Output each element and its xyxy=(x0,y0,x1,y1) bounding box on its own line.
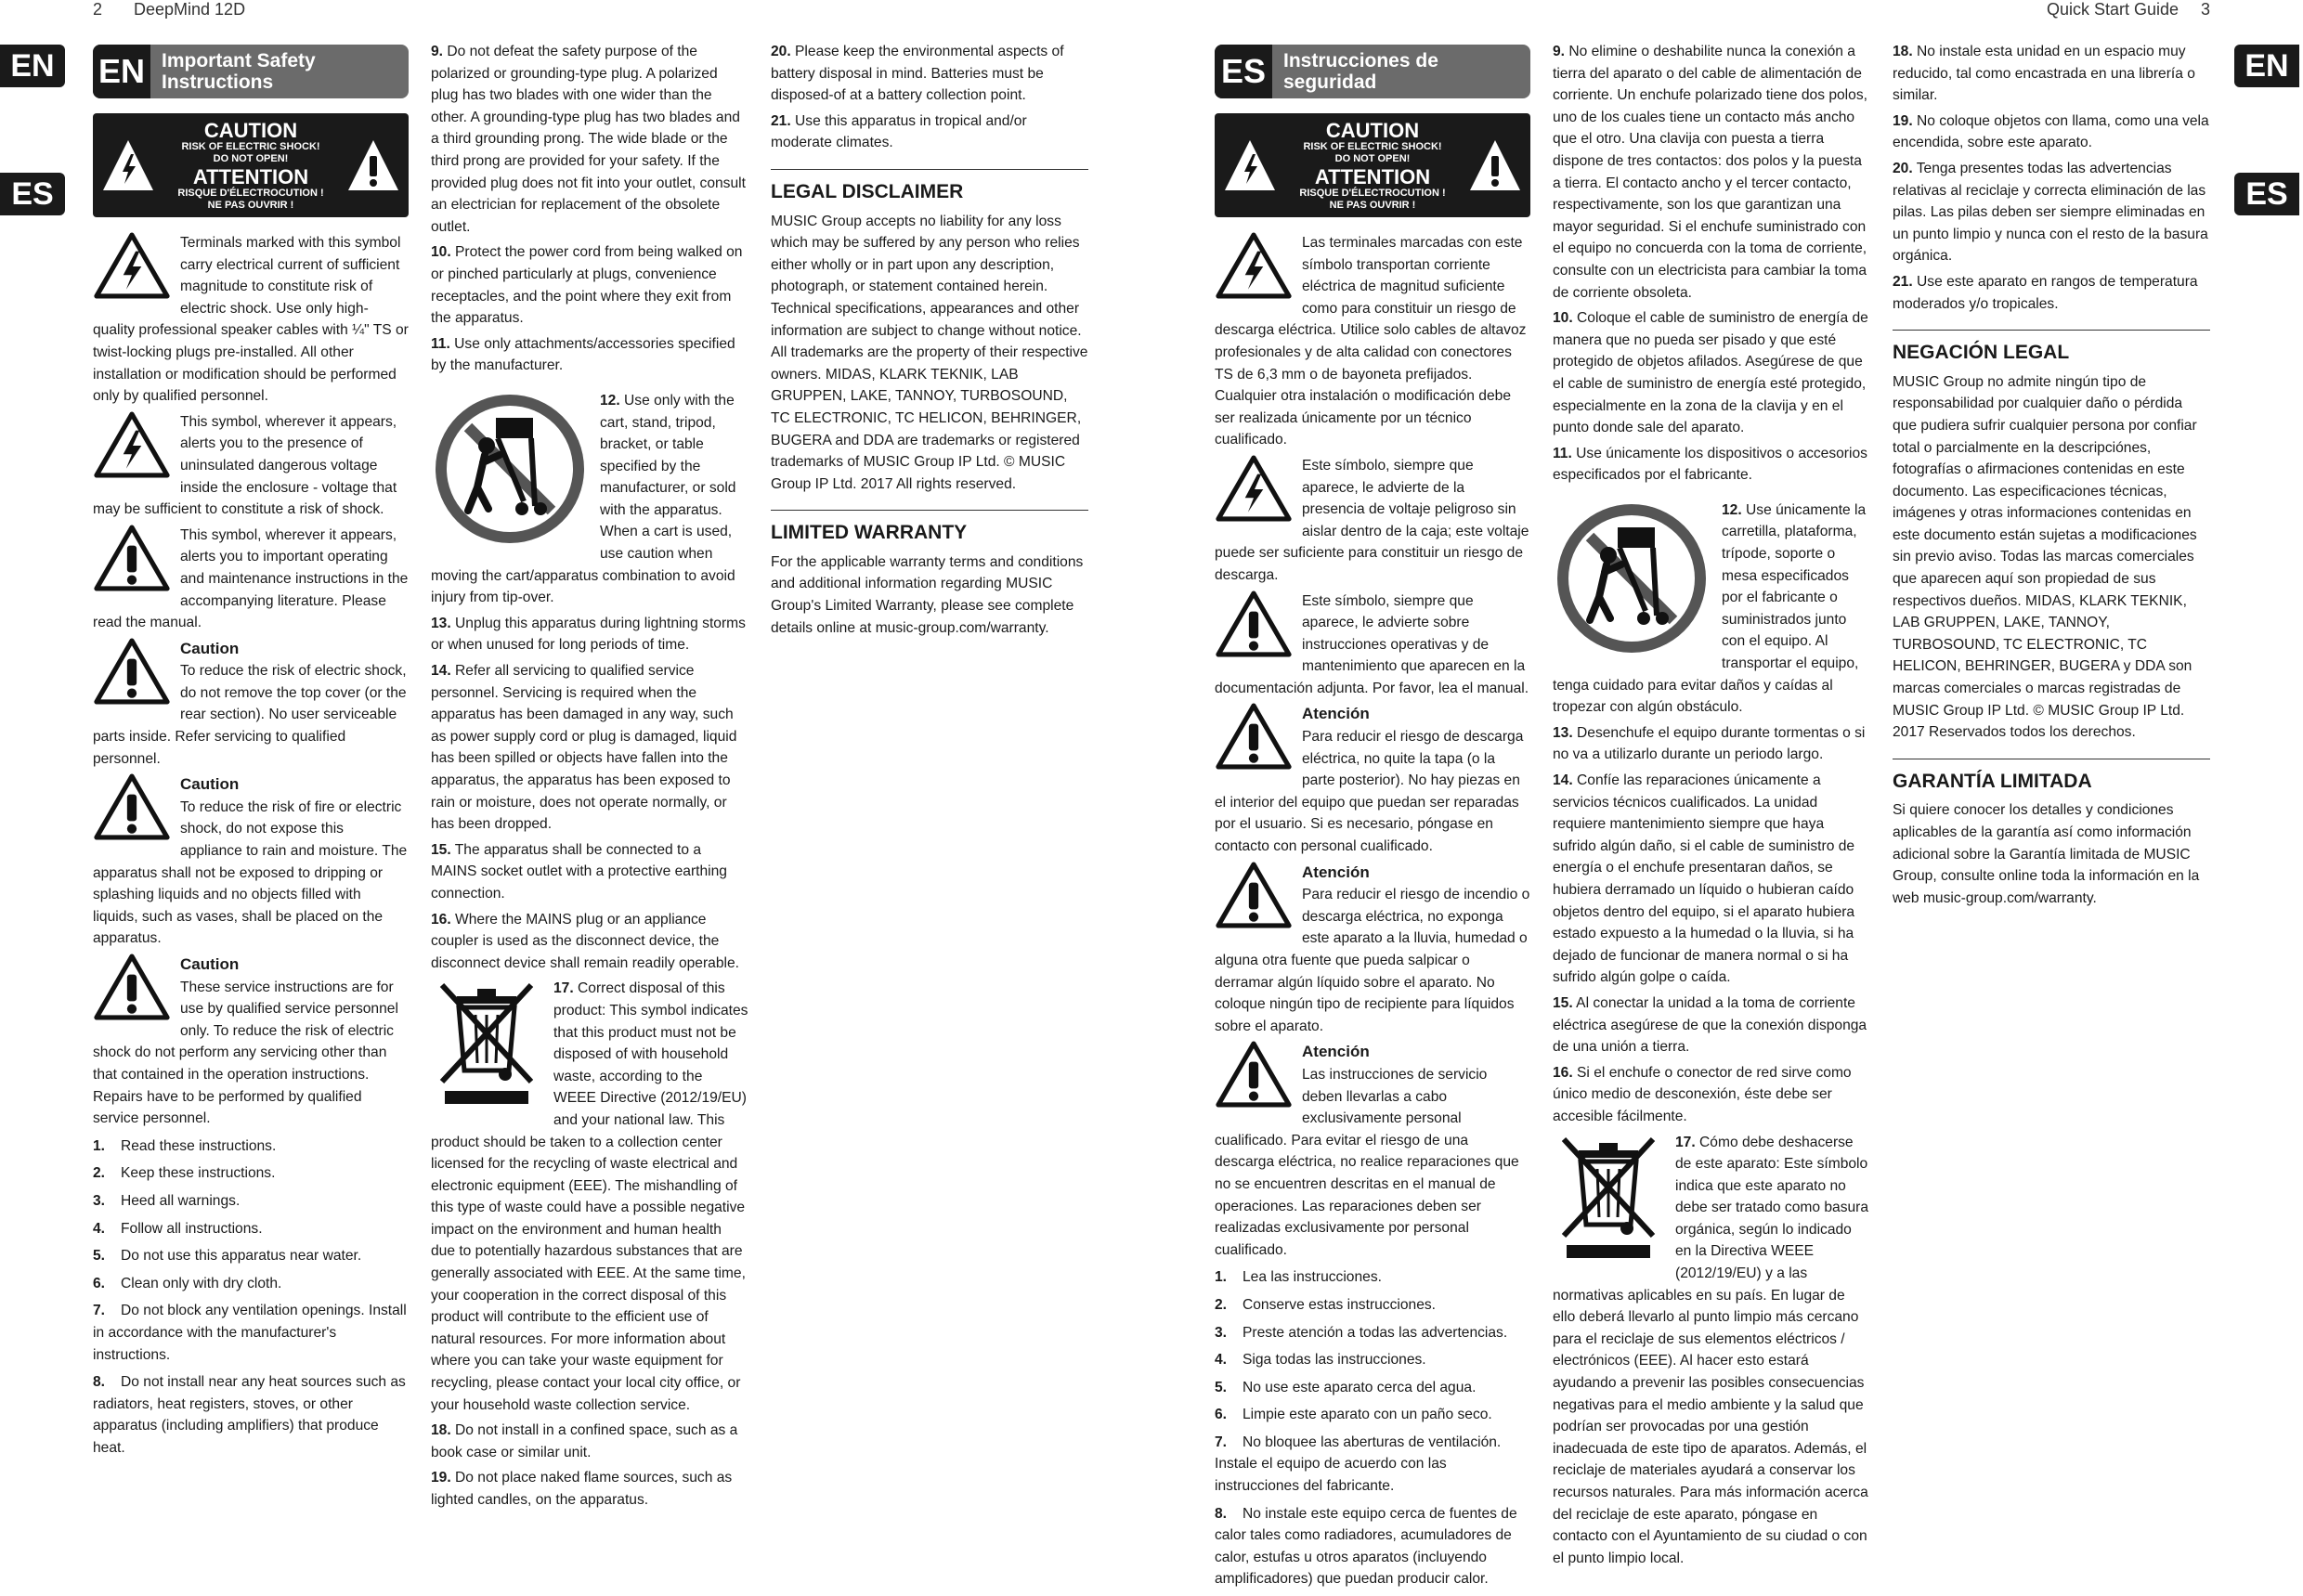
list-item: 9. No elimine o deshabilite nunca la conexión a tierra del aparato o del cable de alimentación de corriente. Un enchufe polarizado tiene dos polos, uno de los cuales tiene un contacto más ancho que el otro. Una clavija con puesta a tierra dispone de tres contactos: dos polos y la puesta a tierra. El contacto ancho y el tercer contacto, respectivamente, son los que garantizan una mayor seguridad. Si el enchufe suministrado con el equipo no concuerda con la toma de corriente, consulte con un electricista para cambiar la toma de corriente obsoleta. xyxy=(1553,44,1867,301)
caution-box-es xyxy=(1215,113,1530,217)
list-item: 8. Do not install near any heat sources such as radiators, heat registers, stoves, or other apparatus (including amplifiers) that produce heat. xyxy=(93,1374,406,1456)
list-item: 21. Use this apparatus in tropical and/or moderate climates. xyxy=(771,112,1027,151)
list-item: 19. No coloque objetos con llama, como una vela encendida, sobre este aparato. xyxy=(1893,112,2209,151)
warning-icon xyxy=(1215,703,1293,770)
es-section-header xyxy=(1215,45,1530,98)
list-item: 5. No use este aparato cerca del agua. xyxy=(1215,1379,1477,1395)
caution-sub2: DO NOT OPEN! xyxy=(213,153,289,164)
en-column-3 xyxy=(771,41,1088,642)
list-item: 8. No instale este equipo cerca de fuentes de calor tales como radiadores, acumuladores de calor, estufas u otros aparatos (incluyendo amplificadores) que puedan producir calor. xyxy=(1215,1505,1517,1588)
list-item: 16. Where the MAINS plug or an appliance coupler is used as the disconnect device, the disconnect device shall remain readily operable. xyxy=(431,911,739,971)
list-item: 1. Read these instructions. xyxy=(93,1137,277,1154)
list-item: 4. Siga todas las instrucciones. xyxy=(1215,1352,1426,1369)
es-title-line1: Instrucciones de xyxy=(1283,50,1438,71)
attention-heading: ATTENTION xyxy=(192,165,309,188)
list-item: 13. Unplug this apparatus during lightning storms or when unused for long periods of time. xyxy=(431,615,746,654)
limited-warranty-text: Si quiere conocer los detalles y condiciones aplicables de la garantía así como información adicional sobre la Garantía limitada de MUSIC Group, consulte online toda la información en la web music-group.com/warranty. xyxy=(1893,802,2200,906)
list-item: 2. Keep these instructions. xyxy=(93,1165,276,1182)
page-number-left: 2 xyxy=(93,0,103,19)
attention-sub2: NE PAS OUVRIR ! xyxy=(207,200,294,211)
caution-paragraph: Caution These service instructions are for use by qualified service personnel only. To reduce the risk of electric shock do not perform any servicing other than that contained in the operation instructions. Repairs have to be performed by qualified service personnel. xyxy=(93,955,398,1127)
list-item: 3. Heed all warnings. xyxy=(93,1192,241,1209)
legal-disclaimer-heading: LEGAL DISCLAIMER xyxy=(771,180,964,202)
warning-icon xyxy=(1215,590,1293,657)
symbol-paragraph: Este símbolo, siempre que aparece, le advierte sobre instrucciones operativas y de mantenimiento que aparecen en la documentación adjunta. Por favor, lea el manual. xyxy=(1215,590,1530,700)
side-tab-es[interactable]: ES xyxy=(0,173,65,215)
warning-icon xyxy=(93,773,171,840)
electric-hazard-icon xyxy=(93,411,171,478)
en-title-line2: Instructions xyxy=(162,71,274,93)
es-title-line2: seguridad xyxy=(1283,71,1377,93)
electric-hazard-icon xyxy=(1215,455,1293,522)
list-item: 20. Please keep the environmental aspects of battery disposal in mind. Batteries must be disposed-of at a battery collection point. xyxy=(771,44,1064,104)
list-item: 17. Correct disposal of this product: This symbol indicates that this product must not be disposed of with household waste, according to the WEEE Directive (2012/19/EU) and your national law. This product should be taken to a collection center licensed for the recycling of waste electrical and electronic equipment (EEE). The mishandling of this type of waste could have a possible negative impact on the environment and human health due to potentially hazardous substances that are generally associated with EEE. At the same time, your cooperation in the correct disposal of this product will contribute to the efficient use of natural resources. For more information about where you can take your waste equipment for recycling, please contact your local city office, or your household waste collection service. xyxy=(431,978,748,1416)
product-title: DeepMind 12D xyxy=(134,0,246,19)
es-column-3 xyxy=(1893,41,2210,913)
list-item: 9. Do not defeat the safety purpose of the polarized or grounding-type plug. A polarized plug has two blades with one wider than the other. A grounding-type plug has two blades and a third grounding prong. The wide blade or the third prong are provided for your safety. If the provided plug does not fit into your outlet, consult an electrician for replacement of the obsolete outlet. xyxy=(431,44,746,235)
caution-heading: CAUTION xyxy=(1325,119,1420,142)
list-item: 1. Lea las instrucciones. xyxy=(1215,1269,1382,1286)
symbol-paragraph: Terminals marked with this symbol carry electrical current of sufficient magnitude to constitute risk of electric shock. Use only high-quality professional speaker cables with ¼" TS or twist-locking plugs pre-installed. All other installation or modification should be performed only by qualified personnel. xyxy=(93,232,409,408)
weee-bin-icon xyxy=(1553,1132,1664,1262)
warning-icon xyxy=(93,525,171,591)
limited-warranty-heading: LIMITED WARRANTY xyxy=(771,522,968,544)
list-item: 6. Limpie este aparato con un paño seco. xyxy=(1215,1407,1492,1423)
list-item: 19. Do not place naked flame sources, such as lighted candles, on the apparatus. xyxy=(431,1470,733,1508)
legal-disclaimer-text: MUSIC Group no admite ningún tipo de responsabilidad por cualquier daño o pérdida que pudiera sufrir cualquier persona por confiar total o parcialmente en la descripciónes, fotografías o afirmaciones contenidas en este documento. Las especificaciones técnicas, imágenes y otras informaciones contenidas en este documento están sujetas a modificaciones sin previo aviso. Todas las marcas comerciales que aparecen aquí son propiedad de sus respectivos dueños. MIDAS, KLARK TEKNIK, LAB GRUPPEN, LAKE, TANNOY, TURBOSOUND, TC ELECTRONIC, TC HELICON, BEHRINGER, BUGERA y DDA son marcas comerciales o marcas registradas de MUSIC Group IP Ltd. © MUSIC Group IP Ltd. 2017 Reservados todos los derechos. xyxy=(1893,373,2197,741)
en-column-2 xyxy=(431,41,748,1515)
attention-sub2: NE PAS OUVRIR ! xyxy=(1329,200,1416,211)
legal-disclaimer-heading: NEGACIÓN LEGAL xyxy=(1893,342,2070,364)
symbol-paragraph: This symbol, wherever it appears, alerts you to important operating and maintenance instructions in the accompanying literature. Please read the manual. xyxy=(93,525,409,634)
cart-warning-icon xyxy=(1553,500,1711,657)
list-item: 10. Coloque el cable de suministro de energía de manera que no pueda ser pisado y que esté protegido de objetos afilados. Asegúrese de que el cable de suministro de energía esté protegido, especialmente en la zona de la clavija y en el punto donde sale del aparato. xyxy=(1553,310,1868,436)
list-item: 18. Do not install in a confined space, such as a book case or similar unit. xyxy=(431,1422,738,1460)
divider xyxy=(771,510,1088,511)
electric-hazard-icon xyxy=(93,232,171,299)
list-item: 7. Do not block any ventilation openings. Install in accordance with the manufacturer's instructions. xyxy=(93,1303,407,1363)
weee-bin-icon xyxy=(431,978,542,1108)
warning-icon xyxy=(93,638,171,705)
list-item: 6. Clean only with dry cloth. xyxy=(93,1275,282,1291)
caution-sub1: RISK OF ELECTRIC SHOCK! xyxy=(1303,141,1442,152)
guide-title: Quick Start Guide xyxy=(2047,0,2179,19)
caution-sub2: DO NOT OPEN! xyxy=(1334,153,1411,164)
divider xyxy=(1893,330,2210,331)
symbol-paragraph: Las terminales marcadas con este símbolo transportan corriente eléctrica de magnitud suficiente como para constituir un riesgo de descarga eléctrica. Utilice solo cables de altavoz profesionales y de alta calidad con conectores TS de 6,3 mm o de bayoneta prefijados. Cualquier otra instalación o modificación debe ser realizada únicamente por un técnico cualificado. xyxy=(1215,232,1530,451)
electric-hazard-icon xyxy=(1215,232,1293,299)
caution-paragraph: Atención Las instrucciones de servicio deben llevarlas a cabo exclusivamente personal cualificado. Para evitar el riesgo de una descarga eléctrica, no realice reparaciones que no se encuentren descritas en el manual de operaciones. Las reparaciones deben ser realizadas exclusivamente por personal cualificado. xyxy=(1215,1043,1519,1258)
caution-heading: CAUTION xyxy=(203,119,298,142)
es-column-1 xyxy=(1215,232,1530,1596)
en-section-header xyxy=(93,45,409,98)
list-item: 10. Protect the power cord from being walked on or pinched particularly at plugs, convenience receptacles, and the point where they exit from the apparatus. xyxy=(431,244,743,327)
list-item: 11. Use only attachments/accessories specified by the manufacturer. xyxy=(431,335,735,374)
list-item: 2. Conserve estas instrucciones. xyxy=(1215,1296,1437,1313)
caution-paragraph: Caution To reduce the risk of electric shock, do not remove the top cover (or the rear section). No user serviceable parts inside. Refer servicing to qualified personnel. xyxy=(93,639,407,767)
list-item: 18. No instale esta unidad en un espacio muy reducido, tal como encastrada en una librería o similar. xyxy=(1893,44,2195,104)
caution-paragraph: Atención Para reducir el riesgo de incendio o descarga eléctrica, no exponga este aparato a la lluvia, humedad o alguna otra fuente que pueda salpicar o derramar algún líquido sobre el aparato. No coloque ningún tipo de recipiente para líquidos sobre el aparato. xyxy=(1215,863,1530,1034)
limited-warranty-text: For the applicable warranty terms and conditions and additional information regarding MUSIC Group's Limited Warranty, please see complete details online at music-group.com/warranty. xyxy=(771,553,1084,636)
list-item: 20. Tenga presentes todas las advertencias relativas al reciclaje y correcta eliminación de las pilas. Las pilas deben ser siempre eliminadas en un punto limpio y nunca con el resto de la basura orgánica. xyxy=(1893,160,2208,265)
legal-disclaimer-text: MUSIC Group accepts no liability for any loss which may be suffered by any person who relies either wholly or in part upon any description, photograph, or statement contained herein. Technical specifications, appearances and other information are subject to change without notice. All trademarks are the property of their respective owners. MIDAS, KLARK TEKNIK, LAB GRUPPEN, LAKE, TANNOY, TURBOSOUND, TC ELECTRONIC, TC HELICON, BEHRINGER, BUGERA and DDA are trademarks or registered trademarks of MUSIC Group IP Ltd. © MUSIC Group IP Ltd. 2017 All rights reserved. xyxy=(771,213,1088,492)
es-tag: ES xyxy=(1215,45,1272,98)
list-item: 12. Use only with the cart, stand, tripod, bracket, or table specified by the manufacturer, or sold with the apparatus. When a cart is used, use caution when moving the cart/apparatus combination to avoid injury from tip-over. xyxy=(431,390,748,609)
list-item: 13. Desenchufe el equipo durante tormentas o si no va a utilizarlo durante un periodo largo. xyxy=(1553,724,1866,763)
side-tab-en[interactable]: EN xyxy=(0,45,65,87)
side-tab-en-right[interactable]: EN xyxy=(2234,45,2299,87)
limited-warranty-heading: GARANTÍA LIMITADA xyxy=(1893,770,2092,792)
list-item: 16. Si el enchufe o conector de red sirve como único medio de desconexión, éste debe ser accesible fácilmente. xyxy=(1553,1064,1852,1124)
caution-paragraph: Atención Para reducir el riesgo de descarga eléctrica, no quite la tapa (o la parte posterior). No hay piezas en el interior del equipo que puedan ser reparadas por el usuario. Si es necesario, póngase en contacto con personal cualificado. xyxy=(1215,705,1524,855)
list-item: 12. Use únicamente la carretilla, plataforma, trípode, soporte o mesa especificados por el fabricante o suministrados junto con el equipo. Al transportar el equipo, tenga cuidado para evitar daños y caídas al tropezar con algún obstáculo. xyxy=(1553,500,1870,719)
list-item: 11. Use únicamente los dispositivos o accesorios especificados por el fabricante. xyxy=(1553,445,1867,484)
warning-icon xyxy=(1215,1041,1293,1108)
symbol-paragraph: Este símbolo, siempre que aparece, le advierte de la presencia de voltaje peligroso sin aislar dentro de la caja; este voltaje puede ser suficiente para constituir un riesgo de descarga. xyxy=(1215,455,1530,587)
side-tab-es-right[interactable]: ES xyxy=(2234,173,2299,215)
list-item: 7. No bloquee las aberturas de ventilación. Instale el equipo de acuerdo con las instrucciones del fabricante. xyxy=(1215,1434,1502,1495)
es-numbered-list xyxy=(1215,1266,1530,1590)
en-column-1 xyxy=(93,232,409,1464)
list-item: 4. Follow all instructions. xyxy=(93,1220,263,1237)
list-item: 3. Preste atención a todas las advertencias. xyxy=(1215,1324,1508,1341)
symbol-paragraph: This symbol, wherever it appears, alerts you to the presence of uninsulated dangerous voltage inside the enclosure - voltage that may be sufficient to constitute a risk of shock. xyxy=(93,411,409,521)
list-item: 15. Al conectar la unidad a la toma de corriente eléctrica asegúrese de que la conexión disponga de una unión a tierra. xyxy=(1553,994,1867,1056)
list-item: 14. Confíe las reparaciones únicamente a servicios técnicos cualificados. La unidad requiere mantenimiento siempre que haya sufrido algún daño, si el cable de suministro de energía o el enchufe presentaran daños, se hubiera derramado un líquido o hubieran caído objetos dentro del equipo, si el aparato hubiera estado expuesto a la humedad o la lluvia, si ha dejado de funcionar de manera normal o si ha sufrido algún golpe o caída. xyxy=(1553,772,1855,986)
en-numbered-list xyxy=(93,1135,409,1460)
attention-heading: ATTENTION xyxy=(1314,165,1431,188)
caution-paragraph: Caution To reduce the risk of fire or electric shock, do not expose this appliance to rain and moisture. The apparatus shall not be exposed to dripping or splashing liquids and no objects filled with liquids, such as vases, shall be placed on the apparatus. xyxy=(93,775,408,947)
warning-icon xyxy=(93,954,171,1020)
cart-warning-icon xyxy=(431,390,589,548)
list-item: 5. Do not use this apparatus near water. xyxy=(93,1248,362,1265)
page-number-right: 3 xyxy=(2201,0,2211,19)
en-title-line1: Important Safety xyxy=(162,50,316,71)
attention-sub1: RISQUE D'ÉLECTROCUTION ! xyxy=(1299,188,1446,199)
list-item: 21. Use este aparato en rangos de temperatura moderados y/o tropicales. xyxy=(1893,273,2198,312)
warning-icon xyxy=(1215,862,1293,928)
attention-sub1: RISQUE D'ÉLECTROCUTION ! xyxy=(177,188,324,199)
list-item: 14. Refer all servicing to qualified service personnel. Servicing is required when the apparatus has been damaged in any way, such as power supply cord or plug is damaged, liquid has been spilled or objects have fallen into the apparatus, the apparatus has been exposed to rain or moisture, does not operate normally, or has been dropped. xyxy=(431,663,737,833)
divider xyxy=(771,169,1088,170)
caution-sub1: RISK OF ELECTRIC SHOCK! xyxy=(181,141,320,152)
caution-box-en xyxy=(93,113,409,217)
en-tag: EN xyxy=(93,45,150,98)
es-column-2 xyxy=(1553,41,1870,1573)
list-item: 15. The apparatus shall be connected to a MAINS socket outlet with a protective earthing connection. xyxy=(431,841,727,902)
list-item: 17. Cómo debe deshacerse de este aparato: Este símbolo indica que este aparato no debe ser tratado como basura orgánica, según lo indicado en la Directiva WEEE (2012/19/EU) y a las normativas aplicables en su país. En lugar de ello deberá llevarlo al punto limpio más cercano para el reciclaje de sus elementos eléctricos / electrónicos (EEE). Al hacer esto estará ayudando a prevenir las posibles consecuencias negativas para el medio ambiente y la salud que podrían ser provocadas por una gestión inadecuada de este tipo de aparatos. Además, el reciclaje de materiales ayudará a conservar los recursos naturales. Para más información acerca del reciclaje de este aparato, póngase en contacto con el Ayuntamiento de su ciudad o con el punto limpio local. xyxy=(1553,1132,1870,1570)
